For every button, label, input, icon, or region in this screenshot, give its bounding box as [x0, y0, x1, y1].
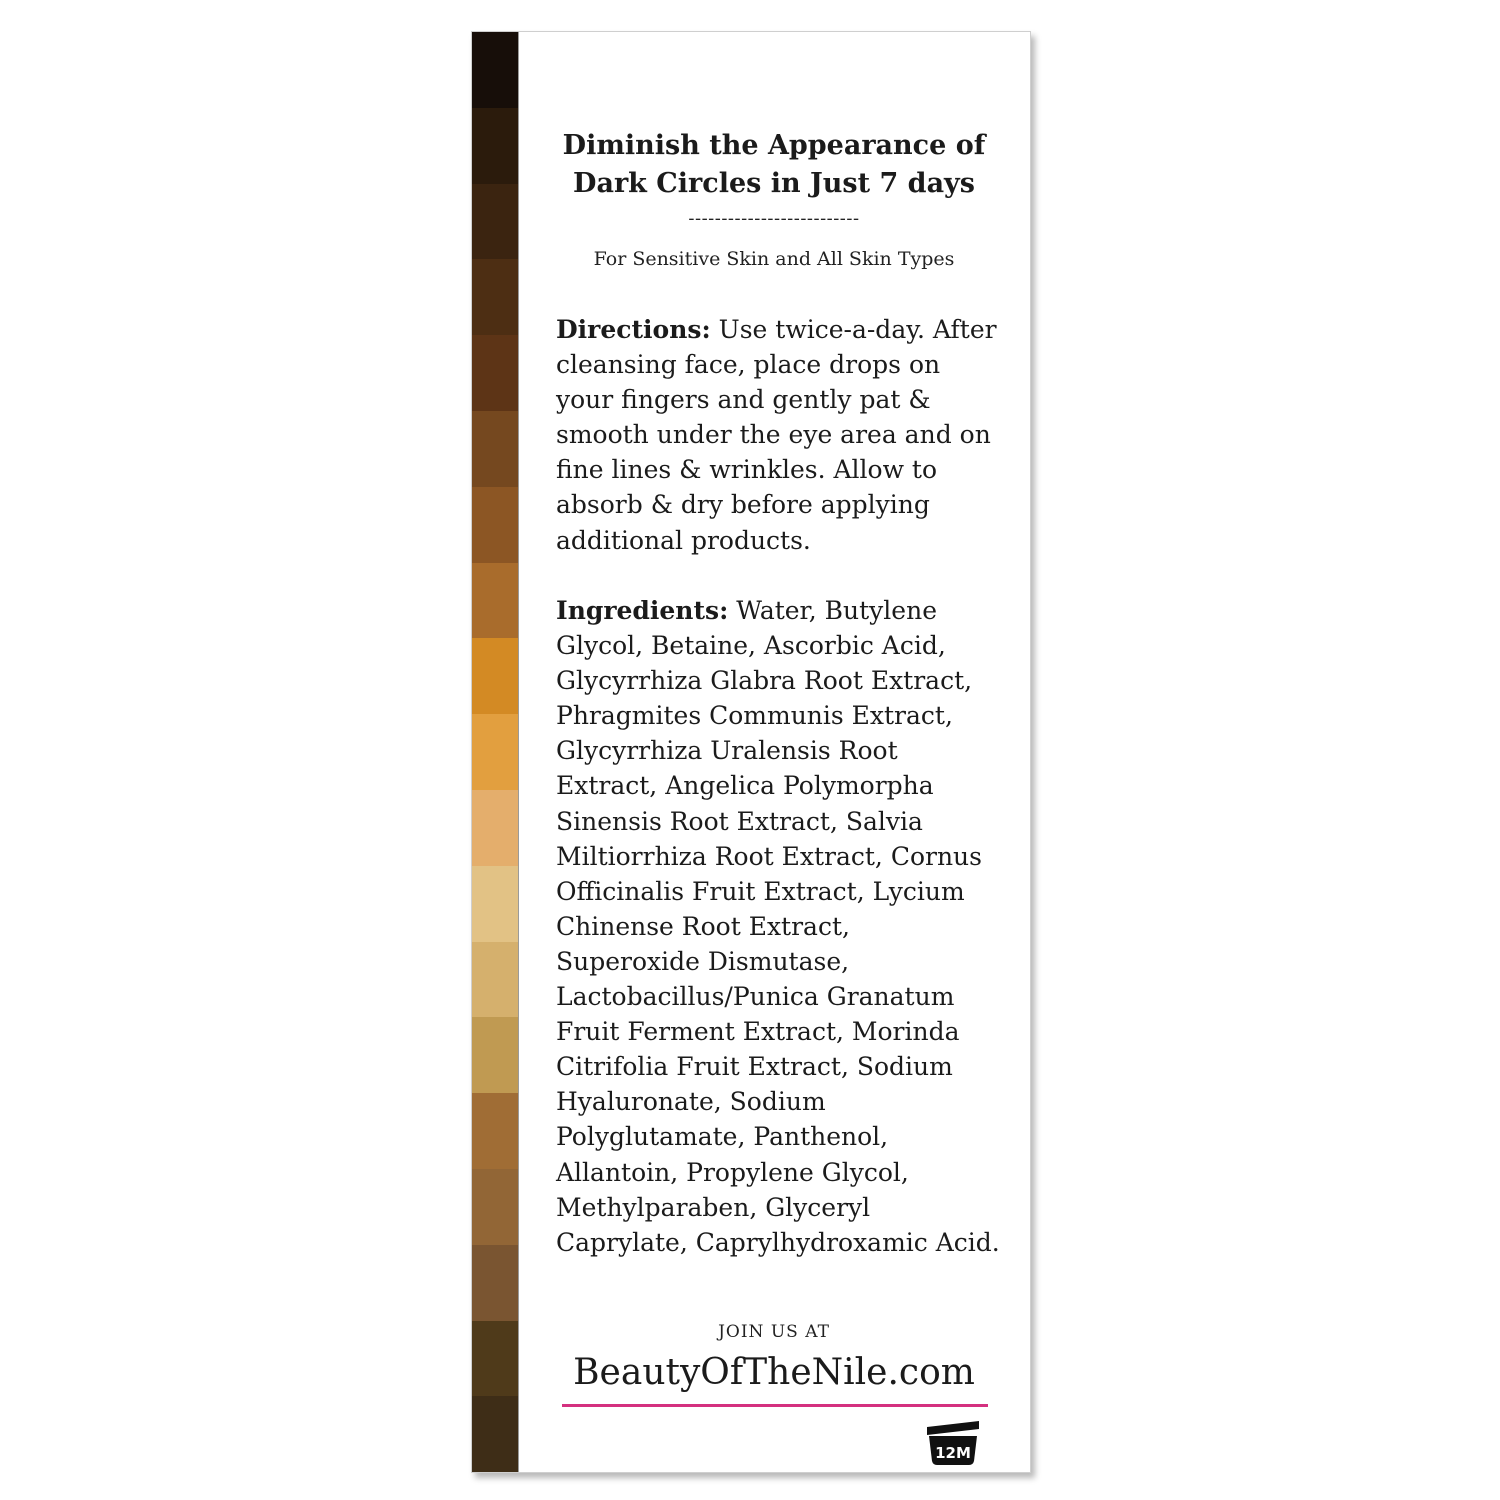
website-link[interactable]: BeautyOfTheNile.com — [573, 1352, 975, 1393]
skin-tone-swatch — [472, 1169, 518, 1245]
skin-tone-swatch — [472, 790, 518, 866]
directions-text: Use twice-a-day. After cleansing face, place drops on your fingers and gently pat & smooth under the eye area and on fine lines & wrinkles. Allow to absorb & dry before applying additional products. — [556, 315, 997, 555]
ingredients-text: Water, Butylene Glycol, Betaine, Ascorbic Acid, Glycyrrhiza Glabra Root Extract, Phragmites Communis Extract, Glycyrrhiza Uralensis Root Extract, Angelica Polymorpha Sinensis Root Extract, Salvia Miltiorrhiza Root Extract, Cornus Officinalis Fruit Extract, Lycium Chinense Root Extract, Superoxide Dismutase, Lactobacillus/Punica Granatum Fruit Ferment Extract, Morinda Citrifolia Fruit Extract, Sodium Hyaluronate, Sodium Polyglutamate, Panthenol, Allantoin, Propylene Glycol, Methylparaben, Glyceryl Caprylate, Caprylhydroxamic Acid. — [556, 596, 1000, 1257]
headline — [518, 127, 1030, 203]
subtitle: For Sensitive Skin and All Skin Types — [593, 248, 955, 270]
pao-label: 12M — [935, 1444, 971, 1462]
skin-tone-swatch — [472, 108, 518, 184]
accent-underline — [562, 1404, 988, 1407]
skin-tone-swatch — [472, 942, 518, 1018]
skin-tone-swatch — [472, 259, 518, 335]
product-label-panel — [471, 31, 1031, 1473]
skin-tone-swatch — [472, 563, 518, 639]
label-content — [518, 32, 1030, 1472]
directions-paragraph — [556, 312, 1001, 558]
ingredients-label: Ingredients: — [556, 596, 729, 625]
skin-tone-swatch-strip — [472, 32, 519, 1472]
skin-tone-swatch — [472, 1245, 518, 1321]
skin-tone-swatch — [472, 1017, 518, 1093]
skin-tone-swatch — [472, 1321, 518, 1397]
skin-tone-swatch — [472, 638, 518, 714]
headline-line-1: Diminish the Appearance of — [562, 130, 986, 161]
skin-tone-swatch — [472, 487, 518, 563]
skin-tone-swatch — [472, 335, 518, 411]
skin-tone-swatch — [472, 866, 518, 942]
ingredients-paragraph — [556, 593, 1001, 1260]
skin-tone-swatch — [472, 184, 518, 260]
dashed-divider: -------------------------- — [688, 208, 860, 229]
join-us-label: JOIN US AT — [718, 1322, 830, 1342]
directions-label: Directions: — [556, 315, 711, 344]
skin-tone-swatch — [472, 411, 518, 487]
skin-tone-swatch — [472, 714, 518, 790]
skin-tone-swatch — [472, 32, 518, 108]
skin-tone-swatch — [472, 1396, 518, 1472]
skin-tone-swatch — [472, 1093, 518, 1169]
headline-line-2: Dark Circles in Just 7 days — [573, 168, 975, 199]
period-after-opening-jar-icon — [925, 1415, 981, 1467]
